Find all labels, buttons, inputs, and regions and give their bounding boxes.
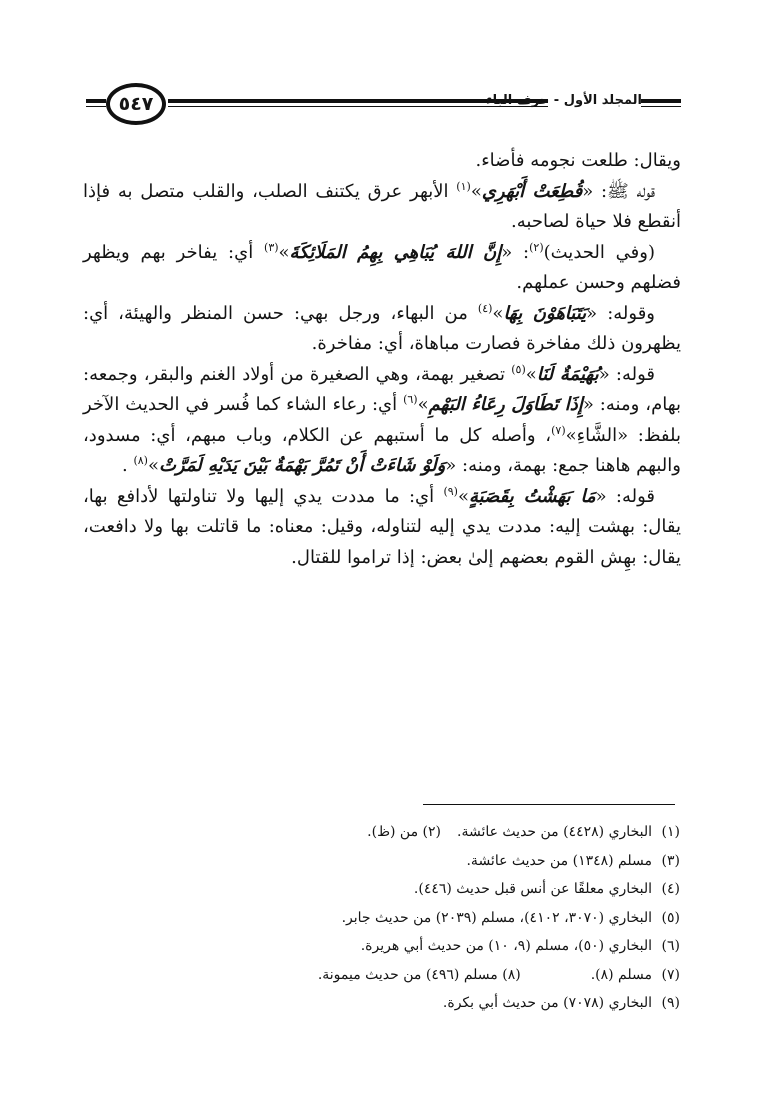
text-span: مسلم (٨). — [590, 966, 652, 983]
text-span: قوله: « — [595, 485, 655, 507]
footnote-7 — [120, 961, 680, 990]
hadith-quote: وَلَوْ شَاءَتْ أَنْ تَمُرَّ بَهْمَةٌ بَيْنَ يَدَيْهِ لَمَرَّتْ — [158, 455, 446, 476]
footnote-9 — [120, 989, 680, 1018]
text-span: من البهاء، ورجل بهي: حسن المنظر والهيئة، أي: يظهرون ذلك مفاخرة فصارت مباهاة، أي: مفاخرة. — [83, 302, 681, 354]
text-span: مسلم (٤٩٦) من حديث ميمونة. — [317, 966, 498, 983]
paragraph-5 — [83, 360, 681, 482]
footnote-separator — [423, 804, 675, 805]
hadith-quote: بُهَيْمَةٌ لَنَا — [536, 363, 599, 385]
footnote-ref: (٦) — [403, 393, 418, 406]
text-span: . — [122, 455, 134, 476]
paragraph-6 — [83, 482, 681, 574]
footnote-ref: (٢) — [529, 240, 544, 254]
quote-close: » — [525, 363, 537, 385]
paragraph-3 — [83, 238, 681, 299]
text-span: (وفي الحديث) — [543, 241, 655, 263]
header-rule-right-thick — [641, 99, 681, 103]
header-rule-right-thin — [641, 106, 681, 107]
main-text — [83, 146, 681, 573]
text-span: : « — [501, 241, 530, 263]
footnote-3 — [120, 847, 680, 876]
footnote-ref: (٧) — [551, 423, 566, 437]
paragraph-1: ويقال: طلعت نجومه فأضاء. — [475, 150, 681, 171]
page-number-badge: ٥٤٧ — [106, 83, 166, 125]
text-span: قوله ﷺ: « — [582, 180, 655, 202]
footnote-text — [318, 961, 652, 990]
quote-close: » — [470, 180, 482, 202]
footnote-ref: (٤) — [477, 301, 493, 315]
text-span: الأبهر عرق يكتنف الصلب، والقلب متصل به فإذا أنقطع فلا حياة لصاحبه. — [83, 180, 681, 232]
footnote-ref: (٥) — [511, 362, 526, 376]
page-header — [86, 82, 681, 128]
text-span: أي: يفاخر بهم ويظهر فضلهم وحسن عملهم. — [83, 241, 681, 293]
text-span: أي: رعاء الشاء كما فُسر في الحديث الآخر بلفظ: «الشَّاءِ» — [83, 394, 681, 446]
footnote-number: (١) — [661, 824, 680, 840]
text-span: أي: ما مددت يدي إليها ولا تناولتها لأدافع بها، يقال: بهشت إليه: مددت يدي إليه لتناوله، وقيل: معناه: ما قاتلت بها ولا دافعت، يقال: بهِش القوم بعضهم إلىٰ بعض: إذا تراموا للقتال. — [83, 485, 681, 568]
hadith-quote: إِذَا تَطَاوَلَ رِعَاءُ البَهْمِ — [428, 394, 583, 415]
footnote-text: البخاري (٧٠٧٨) من حديث أبي بكرة. — [442, 995, 652, 1011]
quote-close: » — [492, 302, 504, 324]
hadith-quote: إِنَّ اللهَ يُبَاهِي بِهِمُ المَلَائِكَةَ — [289, 241, 502, 263]
quote-close: » — [147, 455, 159, 476]
footnote-ref: (٨) — [133, 454, 148, 467]
paragraph-4 — [83, 299, 681, 360]
header-rule-left-thin — [86, 106, 106, 107]
text-span: البخاري (٤٤٢٨) من حديث عائشة. — [457, 824, 652, 840]
footnote-4 — [120, 875, 680, 904]
quote-close: » — [457, 485, 469, 507]
footnote-text: مسلم (١٣٤٨) من حديث عائشة. — [466, 852, 652, 869]
hadith-quote: يَتَبَاهَوْنَ بِهَا — [503, 302, 587, 324]
footnote-number: (٦) — [661, 938, 680, 954]
footnote-text: البخاري معلقًا عن أنس قبل حديث (٤٤٦). — [413, 881, 652, 897]
text-span: وقوله: « — [586, 302, 656, 324]
hadith-quote: قُطِعَتْ أَبْهَرِي — [481, 180, 583, 202]
text-span: ، وأصله كل ما أستبهم عن الكلام، وباب مبهم، أي: مسدود، والبهم هاهنا جمع: بهمة، ومنه: « — [83, 424, 681, 476]
footnote-text: البخاري (٣٠٧٠، ٤١٠٢)، مسلم (٢٠٣٩) من حديث جابر. — [341, 909, 652, 926]
footnote-5 — [120, 904, 680, 933]
footnote-number: (٣) — [661, 852, 680, 869]
footnote-number: (٩) — [661, 995, 680, 1011]
footnote-ref: (٩) — [443, 484, 458, 498]
quote-close: » — [417, 394, 429, 415]
footnote-6 — [120, 932, 680, 961]
footnote-number: (٤) — [661, 881, 680, 897]
text-span: قوله: « — [598, 363, 656, 385]
running-title: المجلد الأول - حرف الباء — [486, 93, 642, 108]
text-span: تصغير بهمة، وهي الصغيرة من أولاد الغنم والبقر، وجمعه: بهام، ومنه: « — [83, 363, 682, 415]
text-span: من (ظ). — [367, 824, 419, 840]
footnote-text: البخاري (٥٠)، مسلم (٩، ١٠) من حديث أبي هريرة. — [360, 938, 652, 954]
paragraph-2 — [83, 177, 681, 238]
header-rule-left-thick — [86, 99, 106, 103]
footnote-number: (٧) — [661, 966, 680, 983]
footnote-number: (٥) — [661, 909, 680, 926]
footnote-ref: (٣) — [264, 240, 279, 254]
hadith-quote: مَا بَهَشْتُ بِقَصَبَةٍ — [468, 485, 596, 507]
footnote-number: (٢) — [422, 824, 442, 840]
quote-close: » — [278, 241, 290, 263]
footnotes — [120, 818, 680, 1018]
footnote-text — [367, 818, 652, 847]
footnote-ref: (١) — [456, 179, 471, 193]
footnote-number: (٨) — [502, 966, 521, 983]
footnote-1 — [120, 818, 680, 847]
